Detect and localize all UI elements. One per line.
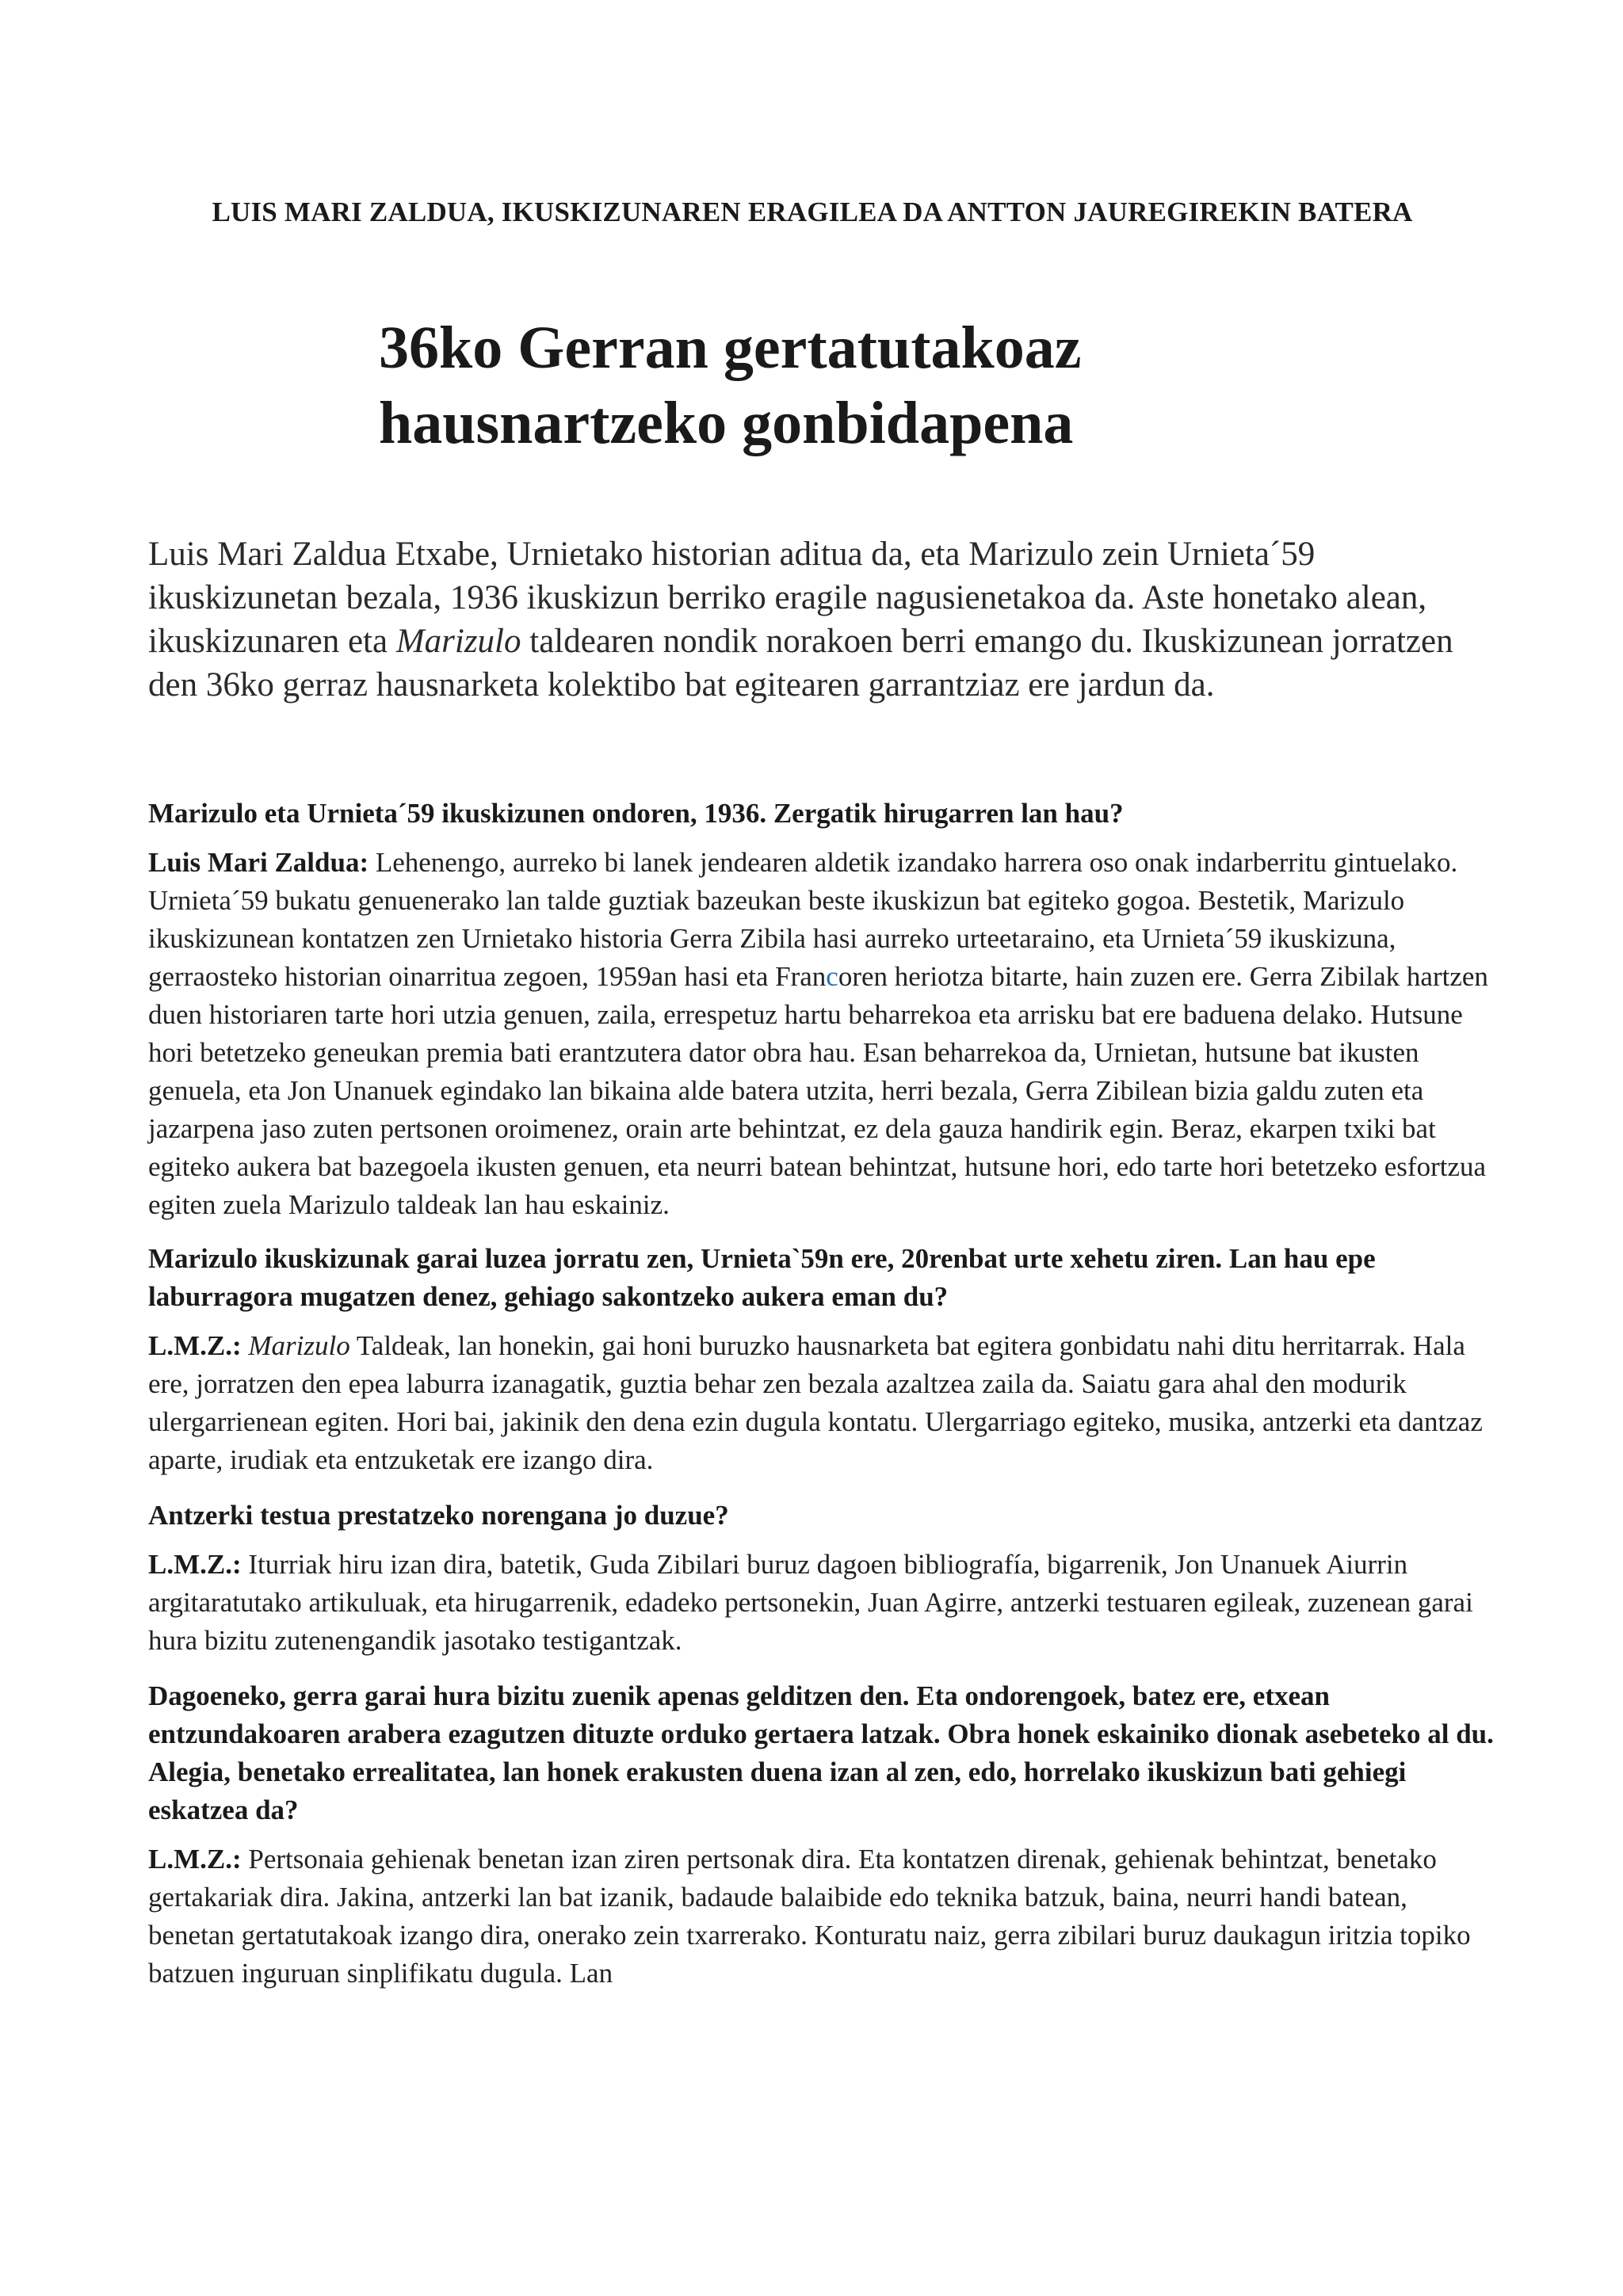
answer-1 xyxy=(148,844,1495,1224)
article-headline xyxy=(379,311,1330,461)
answer-2-text: Taldeak, lan honekin, gai honi buruzko hausnarketa bat egitera gonbidatu nahi ditu herritarrak. Hala ere, jorratzen den epea laburra izanagatik, guztia behar zen bezala azaltzea zaila da. Saiatu gara ahal den modurik ulergarrienean egiten. Hori bai, jakinik den dena ezin dugula kontatu. Ulergarriago egiteko, musika, antzerki eta dantzaz aparte, irudiak eta entzuketak ere izango dira. xyxy=(148,1330,1483,1475)
answer-1-text-b: oren heriotza bitarte, hain zuzen ere. Gerra Zibilak hartzen duen historiaren tarte hori utzia genuen, zaila, errespetuz hartu beharrekoa eta arrisku bat ere baduena delako. Hutsune hori betetzeko geneukan premia bati erantzutera dator obra hau. Esan beharrekoa da, Urnietan, hutsune bat ikusten genuela, eta Jon Unanuek egindako lan bikaina alde batera utzita, herri bezala, Gerra Zibilean bizia galdu zuten eta jazarpena jaso zuten pertsonen oroimenez, orain arte behintzat, ez dela gauza handirik egin. Beraz, ekarpen txiki bat egiteko aukera bat bazegoela ikusten genuen, eta neurri batean behintzat, hutsune hori, edo tarte hori betetzeko esfortzua egiten zuela Marizulo taldeak lan hau eskainiz. xyxy=(148,961,1488,1220)
lead-italic-marizulo: Marizulo xyxy=(395,623,521,660)
question-2: Marizulo ikuskizunak garai luzea jorratu zen, Urnieta`59n ere, 20renbat urte xehetu ziren. Lan hau epe laburragora mugatzen denez, gehiago sakontzeko aukera eman du? xyxy=(148,1243,1376,1312)
answer-2 xyxy=(148,1327,1495,1479)
question-3: Antzerki testua prestatzeko norengana jo duzue? xyxy=(148,1500,729,1531)
lead-text-2: taldearen nondik norakoen berri emango du. Ikuskizunean jorratzen den 36ko gerraz hausnarketa kolektibo bat egitearen garrantziaz ere jardun da. xyxy=(148,623,1453,704)
answer-4-text: Pertsonaia gehienak benetan izan ziren pertsonak dira. Eta kontatzen direnak, gehienak behintzat, benetako gertakariak dira. Jakina, antzerki lan bat izanik, badaude balaibide edo teknika batzuk, baina, neurri handi batean, benetan gertatutakoak izango dira, onerako zein txarrerako. Konturatu naiz, gerra zibilari buruz daukagun iritzia topiko batzuen inguruan sinplifikatu dugula. Lan xyxy=(148,1844,1471,1989)
answer-2-italic: Marizulo xyxy=(248,1330,350,1361)
headline-line-1: 36ko Gerran gertatutakoaz xyxy=(379,315,1082,381)
lead-paragraph xyxy=(148,532,1495,707)
answer-3 xyxy=(148,1546,1495,1660)
question-4: Dagoeneko, gerra garai hura bizitu zuenik apenas gelditzen den. Eta ondorengoek, batez ere, etxean entzundakoaren arabera ezagutzen dituzte orduko gertaera latzak. Obra honek eskainiko dionak asebeteko al du. Alegia, benetako errealitatea, lan honek erakusten duena izan al zen, edo, horrelako ikuskizun bati gehiegi eskatzea da? xyxy=(148,1680,1494,1825)
answer-4-speaker: L.M.Z.: xyxy=(148,1844,242,1875)
answer-1-speaker: Luis Mari Zaldua: xyxy=(148,847,369,878)
headline-line-2: hausnartzeko gonbidapena xyxy=(379,390,1074,456)
question-1: Marizulo eta Urnieta´59 ikuskizunen ondoren, 1936. Zergatik hirugarren lan hau? xyxy=(148,798,1124,829)
answer-1-text-a: Lehenengo, aurreko bi lanek jendearen aldetik izandako harrera oso onak indarberritu gintuelako. Urnieta´59 bukatu genuenerako lan talde guztiak bazeukan beste ikuskizun bat egiteko gogoa. Bestetik, Marizulo ikuskizunean kontatzen zen Urnietako historia Gerra Zibila hasi aurreko urteetaraino, eta Urnieta´59 ikuskizuna, gerraosteko historian oinarritua zegoen, 1959an hasi eta Fran xyxy=(148,847,1458,992)
answer-4 xyxy=(148,1840,1495,1993)
answer-2-speaker: L.M.Z.: xyxy=(148,1330,242,1361)
answer-3-text: Iturriak hiru izan dira, batetik, Guda Zibilari buruz dagoen bibliografía, bigarrenik, Jon Unanuek Aiurrin argitaratutako artikuluak, eta hirugarrenik, edadeko pertsonekin, Juan Agirre, antzerki testuaren egileak, zuzenean garai hura bizitu zutenengandik jasotako testigantzak. xyxy=(148,1549,1473,1656)
lead-text-1: Luis Mari Zaldua Etxabe, Urnietako historian aditua da, eta Marizulo zein Urnieta´59 ikuskizunetan bezala, 1936 ikuskizun berriko eragile nagusienetakoa da. Aste honetako alean, ikuskizunaren eta xyxy=(148,536,1427,660)
interview-body xyxy=(148,795,1495,2010)
answer-1-blue-char: c xyxy=(826,961,838,992)
kicker-heading: LUIS MARI ZALDUA, IKUSKIZUNAREN ERAGILEA DA ANTTON JAUREGIREKIN BATERA xyxy=(212,196,1413,227)
answer-3-speaker: L.M.Z.: xyxy=(148,1549,242,1580)
